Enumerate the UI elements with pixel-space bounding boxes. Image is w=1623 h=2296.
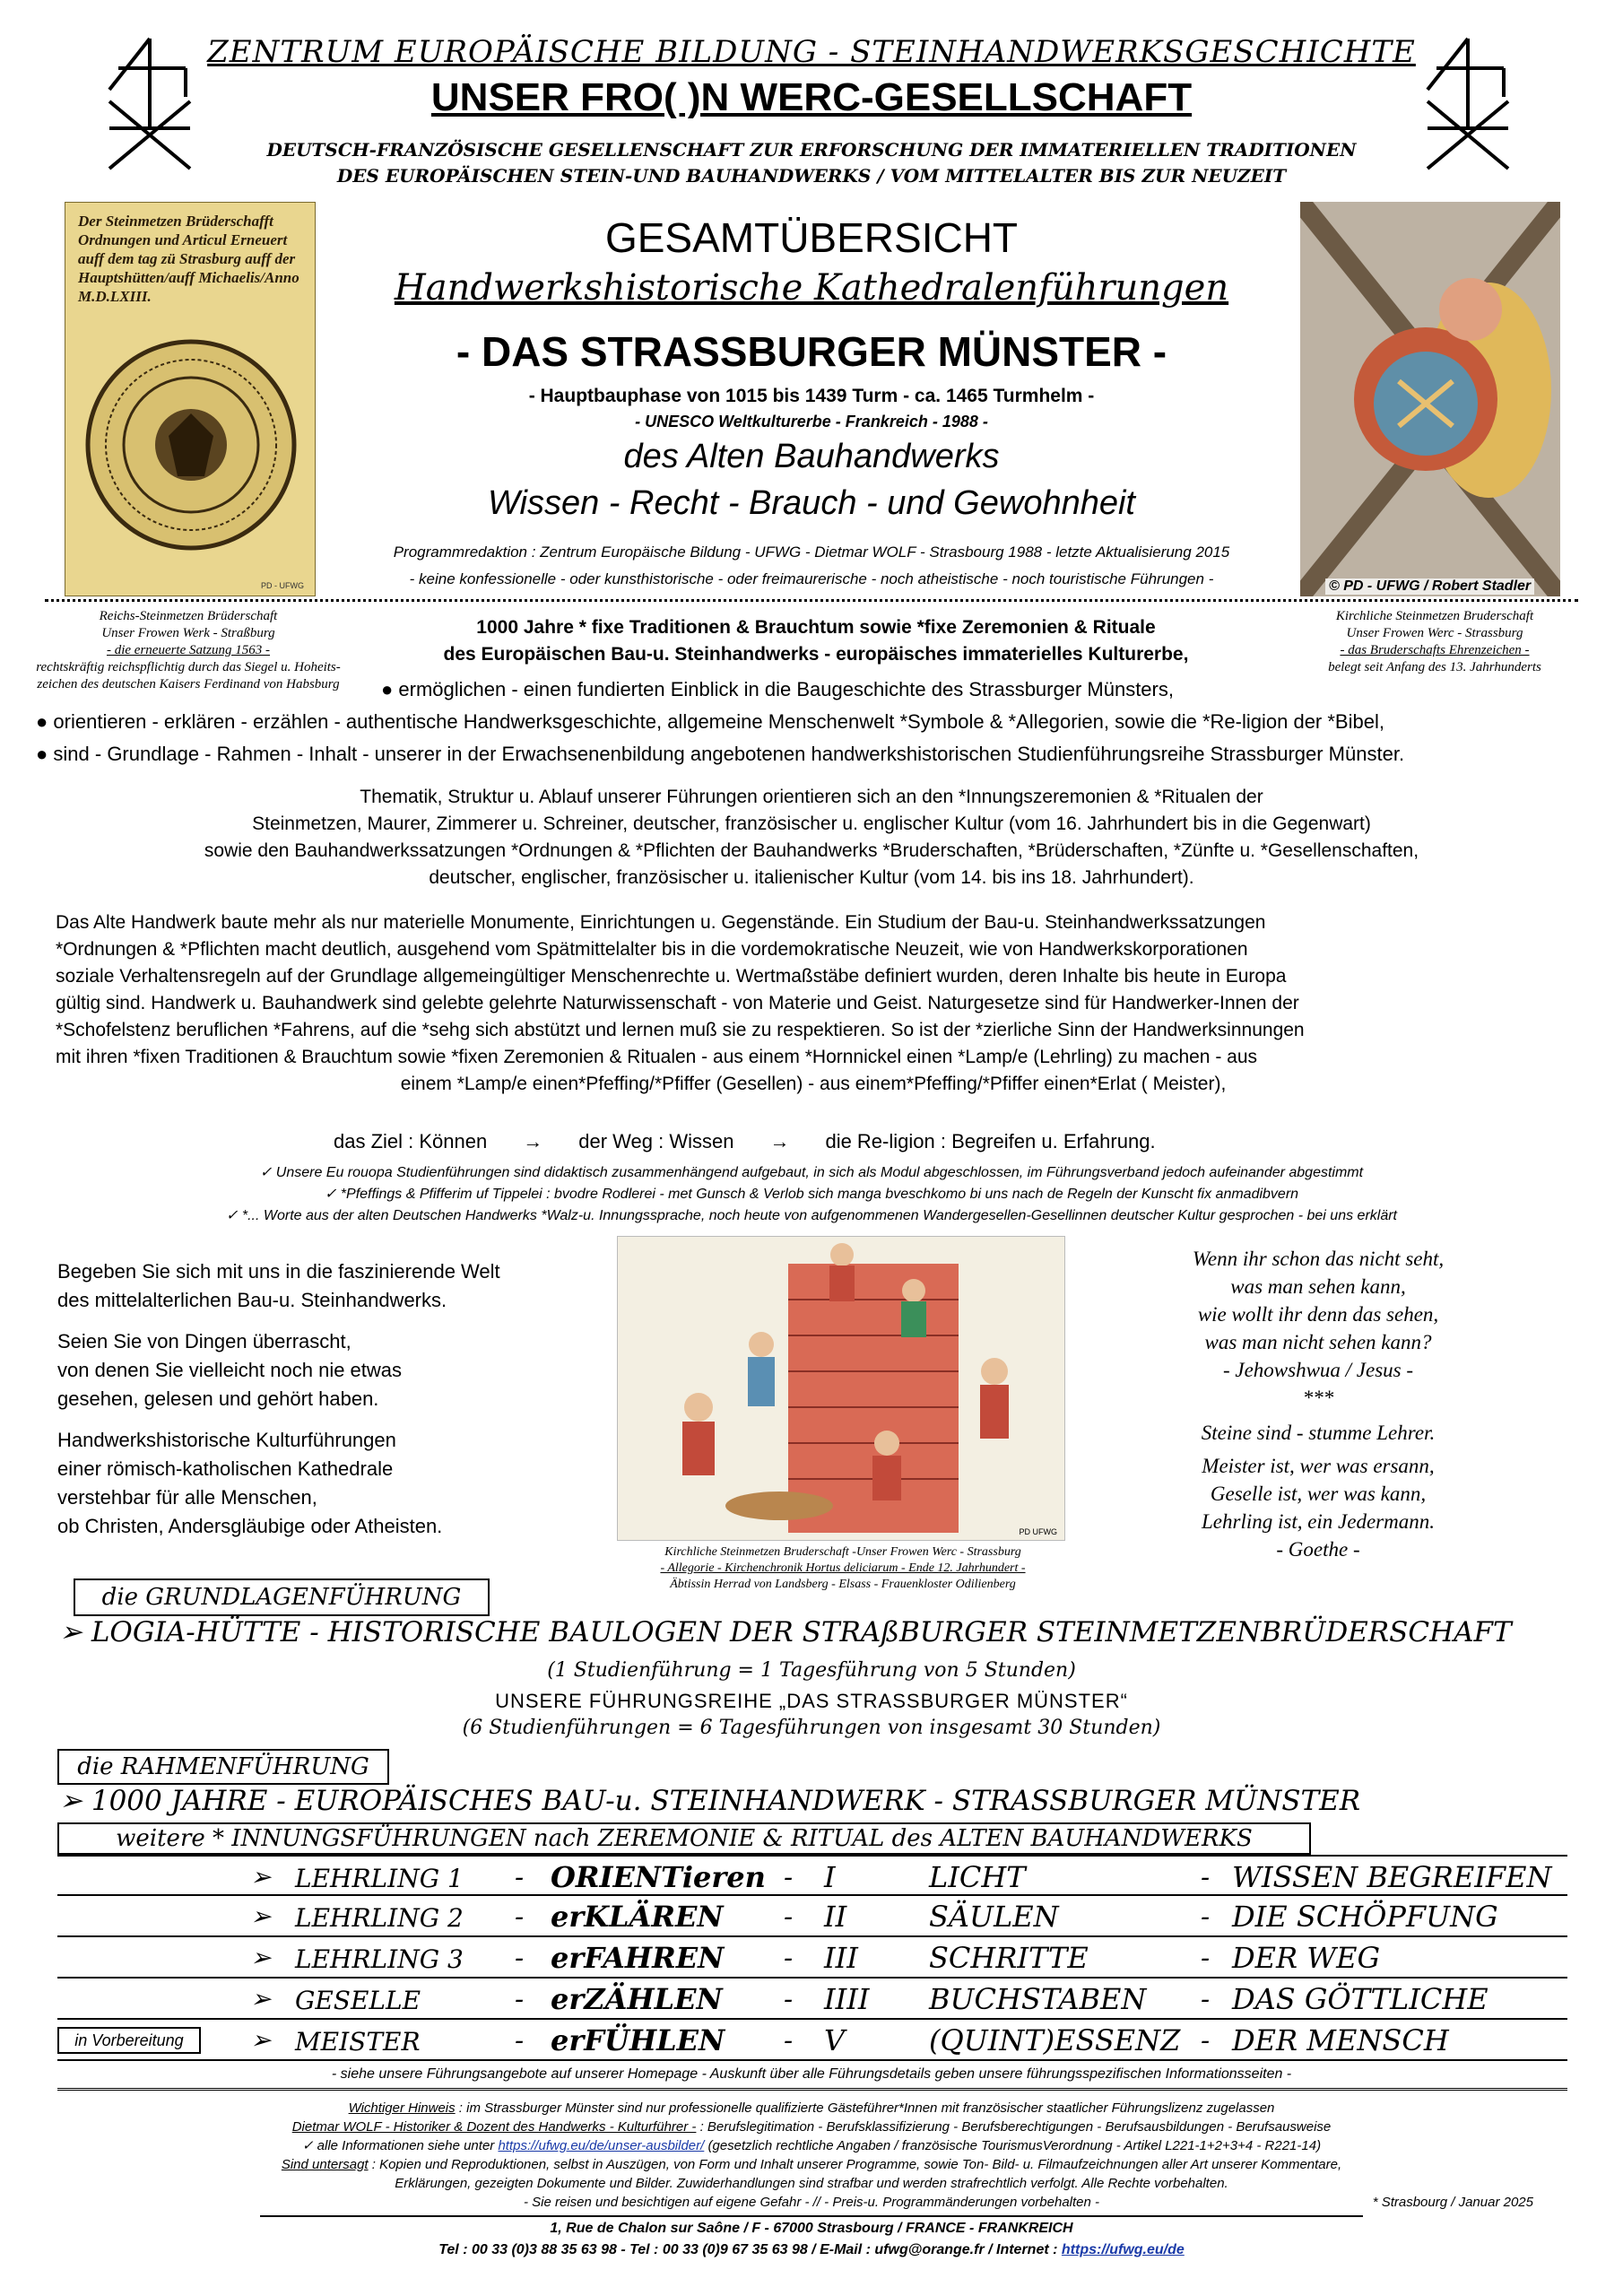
dash-cell: -: [784, 1901, 794, 1933]
numeral-cell: II: [824, 1900, 847, 1934]
grade-cell: LEHRLING 1: [295, 1864, 464, 1893]
footer-untersagt: Sind untersagt : Kopien und Reproduktionen, selbst in Auszügen, von Form und Inhalt unserer Programme, sowie Ton- Bild- u. Filmaufzeichnungen aller Art unserer Kommentare,: [281, 2157, 1342, 2172]
book-title-text: Der Steinmetzen Brüderschafft Ordnungen und Articul Erneuert auff dem tag zü Strasburg auff der Hauptshütten/auff Michaelis/Anno M.D.LXIII.: [78, 213, 299, 305]
table-row: [57, 1857, 1567, 1896]
bullet-dot-icon: ●: [36, 743, 54, 765]
bauhandwerk-line: des Alten Bauhandwerks: [623, 438, 1000, 475]
handwerk-line: mit ihren *fixen Traditionen & Brauchtum sowie *fixen Zeremonien & Ritualen - aus einem *Hornnickel einen *Lamp/e (Lehrling) zu machen - aus: [56, 1047, 1258, 1067]
quote-line: - Jehowshwua / Jesus -: [1222, 1359, 1414, 1381]
dash-cell: -: [1201, 1943, 1211, 1974]
bauphase-text: - Hauptbauphase von 1015 bis 1439 Turm - ca. 1465 Turmhelm -: [528, 386, 1095, 406]
center-caption-2: - Allegorie - Kirchenchronik Hortus deliciarum - Ende 12. Jahrhundert -: [660, 1561, 1026, 1575]
table-row: [57, 1896, 1567, 1937]
left-col-line: des mittelalterlichen Bau-u. Steinhandwerks.: [57, 1289, 447, 1311]
center-image-caption: [574, 1544, 1112, 1593]
fuehrungsreihe-sub: (6 Studienführungen = 6 Tagesführungen von insgesamt 30 Stunden): [462, 1717, 1161, 1739]
grade-cell: GESELLE: [295, 1986, 421, 2015]
header-line3: DEUTSCH-FRANZÖSISCHE GESELLENSCHAFT ZUR ERFORSCHUNG DER IMMATERIELLEN TRADITIONEN: [266, 139, 1357, 161]
right-caption-3: - das Bruderschafts Ehrenzeichen -: [1340, 643, 1530, 657]
quote-block: [1112, 1245, 1524, 1563]
left-col-line: Handwerkshistorische Kulturführungen: [57, 1429, 396, 1451]
thematik-paragraph: [36, 784, 1587, 891]
footer-dozent: Dietmar WOLF - Historiker & Dozent des Handwerks - Kulturführer - : Berufslegitimation - Berufsklassifizierung - Berufsberechtigungen - Berufsausbildungen - Berufsausweise: [291, 2119, 1332, 2135]
fuehrungen-table: [57, 1855, 1567, 2061]
cathedral-title: - DAS STRASSBURGER MÜNSTER -: [456, 328, 1167, 375]
fuehrungsreihe-title: UNSERE FÜHRUNGSREIHE „DAS STRASSBURGER MÜNSTER“: [495, 1690, 1128, 1712]
symbol-cell: BUCHSTABEN: [929, 1982, 1147, 2016]
left-col-line: einer römisch-katholischen Kathedrale: [57, 1457, 394, 1480]
table-row: [57, 1979, 1567, 2020]
symbol-cell: SCHRITTE: [929, 1941, 1089, 1975]
left-col-line: Begeben Sie sich mit uns in die faszinierende Welt: [57, 1260, 500, 1283]
dash-cell: -: [784, 2025, 794, 2057]
left-caption-4: rechtskräftig reichspflichtig durch das Siegel u. Hoheits-: [36, 660, 341, 674]
handwerk-line: *Schofelstenz beruflichen *Fahrens, auf die *sehg sich abstützt und lernen muß sie zu respektieren. So ist der *zierliche Sinn der Handwerksinnungen: [56, 1020, 1305, 1040]
center-image-credit: PD UFWG: [1019, 1527, 1057, 1536]
quote-line: wie wollt ihr denn das sehen,: [1197, 1303, 1439, 1326]
right-keystone-image: [1300, 202, 1560, 596]
triangle-bullet-icon: ➢: [250, 2025, 272, 2055]
divider: [45, 599, 1578, 602]
header-title: UNSER FRO( )N WERC-GESELLSCHAFT: [430, 75, 1193, 119]
table-row: [57, 1937, 1567, 1979]
meaning-cell: DIE SCHÖPFUNG: [1232, 1900, 1498, 1934]
wissen-line: Wissen - Recht - Brauch - und Gewohnheit: [488, 484, 1135, 522]
left-image-credit: PD - UFWG: [261, 581, 304, 590]
thematik-line: sowie den Bauhandwerkssatzungen *Ordnungen & *Pflichten der Bauhandwerks *Bruderschaften, *Brüderschaften, *Zünfte u. *Gesellenschaften,: [204, 840, 1419, 861]
intro-bullet-2: ● orientieren - erklären - erzählen - authentische Handwerksgeschichte, allgemeine Menschenwelt *Symbole & *Allegorien, sowie die *Re-ligion der *Bibel,: [36, 710, 1384, 733]
symbol-cell: (QUINT)ESSENZ: [929, 2023, 1181, 2057]
check-icon: ✓: [324, 1187, 341, 1202]
intro-line1: 1000 Jahre * fixe Traditionen & Brauchtum sowie *fixe Zeremonien & Rituale: [476, 617, 1156, 638]
ziel-religion: die Re-ligion : Begreifen u. Erfahrung.: [825, 1130, 1156, 1152]
quote-line: Steine sind - stumme Lehrer.: [1201, 1422, 1436, 1444]
left-image-caption: [36, 608, 341, 693]
right-image-caption: [1291, 608, 1578, 676]
dash-cell: -: [1201, 1984, 1211, 2015]
triangle-bullet-icon: ➢: [250, 1862, 272, 1892]
quote-line: ***: [1302, 1387, 1334, 1409]
dash-cell: -: [515, 2025, 525, 2057]
homepage-link[interactable]: https://ufwg.eu/de: [1061, 2242, 1185, 2257]
masons-illustration-icon: [618, 1237, 1066, 1542]
grundlage-sub: (1 Studienführung = 1 Tagesführung von 5 Stunden): [547, 1659, 1076, 1682]
header-line4: DES EUROPÄISCHEN STEIN-UND BAUHANDWERKS / VOM MITTELALTER BIS ZUR NEUZEIT: [336, 165, 1287, 187]
right-image-credit: © PD - UFWG / Robert Stadler: [1325, 578, 1534, 595]
triangle-bullet-icon: ➢: [250, 1901, 272, 1931]
dash-cell: -: [784, 1984, 794, 2015]
footer-info: ✓ alle Informationen siehe unter https://ufwg.eu/de/unser-ausbilder/ (gesetzlich rechtliche Angaben / französische TourismusVerordnung - Artikel L221-1+2+3+4 - R221-14): [301, 2138, 1322, 2153]
numeral-cell: I: [824, 1860, 836, 1894]
ziel-wissen: der Weg : Wissen: [578, 1130, 734, 1152]
thematik-line: Steinmetzen, Maurer, Zimmerer u. Schreiner, deutscher, französischer u. englischer Kultur (vom 16. Jahrhundert bis in die Gegenwart): [252, 813, 1371, 834]
verb-cell: erFÜHLEN: [551, 2023, 725, 2057]
meaning-cell: WISSEN BEGREIFEN: [1232, 1860, 1552, 1894]
footer-hinweis: Wichtiger Hinweis : im Strassburger Münster sind nur professionelle qualifizierte Gästeführer*Innen mit französischer staatlicher Führungslizenz zugelassen: [348, 2100, 1275, 2116]
footer-contact: Tel : 00 33 (0)3 88 35 63 98 - Tel : 00 33 (0)9 67 35 63 98 / E-Mail : ufwg@orange.fr / Internet : https://ufwg.eu/de: [438, 2242, 1185, 2257]
grade-cell: LEHRLING 2: [295, 1903, 464, 1933]
symbol-cell: SÄULEN: [929, 1900, 1059, 1934]
thematik-line: Thematik, Struktur u. Ablauf unserer Führungen orientieren sich an den *Innungszeremonien & *Ritualen der: [360, 787, 1263, 807]
left-col-line: verstehbar für alle Menschen,: [57, 1486, 317, 1509]
handwerk-line: einem *Lamp/e einen*Pfeffing/*Pfiffer (Gesellen) - aus einem*Pfeffing/*Pfiffer einen*Erlat ( Meister),: [400, 1074, 1227, 1094]
right-caption-1: Kirchliche Steinmetzen Bruderschaft: [1335, 609, 1534, 623]
verb-cell: erZÄHLEN: [551, 1982, 723, 2016]
verb-cell: ORIENTieren: [551, 1860, 766, 1894]
table-row: [57, 2020, 1567, 2061]
quote-line: - Goethe -: [1276, 1538, 1360, 1561]
meaning-cell: DER WEG: [1232, 1941, 1381, 1975]
header-line1: ZENTRUM EUROPÄISCHE BILDUNG - STEINHANDWERKSGESCHICHTE: [207, 34, 1416, 70]
left-col-line: ob Christen, Andersgläubige oder Atheisten.: [57, 1515, 443, 1537]
check-icon: ✓: [259, 1165, 276, 1180]
footer-address: 1, Rue de Chalon sur Saône / F - 67000 Strasbourg / FRANCE - FRANKREICH: [550, 2221, 1073, 2236]
bullet-dot-icon: ●: [36, 710, 54, 733]
dash-cell: -: [1201, 2025, 1211, 2057]
grundlage-label: die GRUNDLAGENFÜHRUNG: [74, 1578, 490, 1616]
arrow-right-icon: →: [769, 1130, 790, 1152]
triangle-bullet-icon: ➢: [250, 1943, 272, 1972]
dash-cell: -: [1201, 1901, 1211, 1933]
rahmen-title: ➢ 1000 JAHRE - EUROPÄISCHES BAU-u. STEINHANDWERK - STRASSBURGER MÜNSTER: [59, 1785, 1361, 1817]
seal-icon: [83, 328, 299, 561]
left-caption-5: zeichen des deutschen Kaisers Ferdinand von Habsburg: [37, 677, 340, 691]
dash-cell: -: [1201, 1862, 1211, 1893]
intro-bullet-1: ● ermöglichen - einen fundierten Einblick in die Baugeschichte des Strassburger Münsters,: [381, 678, 1174, 700]
weitere-label: weitere * INNUNGSFÜHRUNGEN nach ZEREMONIE & RITUAL des ALTEN BAUHANDWERKS: [57, 1822, 1311, 1855]
handwerk-line: gültig sind. Handwerk u. Bauhandwerk sind gelebte gelehrte Naturwissenschaft - von Materie und Geist. Naturgesetze sind für Handwerker-Innen der: [56, 993, 1299, 1013]
homepage-note: - siehe unsere Führungsangebote auf unserer Homepage - Auskunft über alle Führungsdetails geben unsere führungsspezifischen Informationsseiten -: [331, 2066, 1292, 2082]
verb-cell: erFAHREN: [551, 1941, 725, 1975]
footer-rechte: Erklärungen, gezeigten Dokumente und Bilder. Zuwiderhandlungen sind strafbar und werden strafrechtlich verfolgt. Alle Rechte vorbehalten.: [395, 2176, 1228, 2191]
center-caption-1: Kirchliche Steinmetzen Bruderschaft -Unser Frowen Werc - Strassburg: [664, 1545, 1021, 1559]
ziel-line: [334, 1130, 1156, 1153]
grundlage-title: ➢ LOGIA-HÜTTE - HISTORISCHE BAULOGEN DER STRAßBURGER STEINMETZENBRÜDERSCHAFT: [59, 1616, 1512, 1648]
steinmetz-mark-icon-left: [100, 34, 199, 178]
left-col-line: von denen Sie vielleicht noch nie etwas: [57, 1359, 403, 1381]
intro-bullet-3: ● sind - Grundlage - Rahmen - Inhalt - unserer in der Erwachsenenbildung angebotenen handwerkshistorischen Studienführungsreihe Strassburger Münster.: [36, 743, 1405, 765]
left-caption-2: Unser Frowen Werk - Straßburg: [101, 626, 275, 640]
left-col-line: gesehen, gelesen und gehört haben.: [57, 1387, 379, 1410]
quote-line: Geselle ist, wer was kann,: [1210, 1483, 1427, 1505]
quote-line: Lehrling ist, ein Jedermann.: [1202, 1510, 1435, 1533]
quote-line: Wenn ihr schon das nicht seht,: [1192, 1248, 1445, 1270]
footer-date: * Strasbourg / Januar 2025: [1372, 2195, 1533, 2210]
center-caption-3: Äbtissin Herrad von Landsberg - Elsass - Frauenkloster Odilienberg: [670, 1578, 1016, 1591]
steinmetz-mark-icon-right: [1419, 34, 1517, 178]
meaning-cell: DAS GÖTTLICHE: [1232, 1982, 1488, 2016]
meaning-cell: DER MENSCH: [1232, 2023, 1449, 2057]
symbol-cell: LICHT: [929, 1860, 1026, 1894]
triangle-bullet-icon: ➢: [59, 1616, 91, 1648]
page-title: GESAMTÜBERSICHT: [604, 214, 1019, 261]
dash-cell: -: [515, 1901, 525, 1933]
check-icon: ✓: [301, 2138, 317, 2153]
numeral-cell: V: [824, 2023, 846, 2057]
page-subtitle: Handwerkshistorische Kathedralenführungen: [394, 267, 1229, 309]
triangle-bullet-icon: ➢: [59, 1785, 91, 1817]
left-caption-3: - die erneuerte Satzung 1563 -: [106, 643, 271, 657]
dash-cell: -: [784, 1943, 794, 1974]
numeral-cell: IIII: [824, 1982, 870, 2016]
dash-cell: -: [515, 1984, 525, 2015]
right-caption-2: Unser Frowen Werc - Strassburg: [1346, 626, 1523, 640]
bullet-dot-icon: ●: [381, 678, 399, 700]
check-icon: ✓: [226, 1208, 242, 1223]
left-book-image: [65, 202, 316, 596]
footer-gefahr-row: [36, 2193, 1587, 2212]
footer: [36, 2099, 1587, 2212]
rahmen-label: die RAHMENFÜHRUNG: [57, 1749, 389, 1785]
left-column-text: [57, 1257, 577, 1541]
check-item: ✓ Unsere Eu rouopa Studienführungen sind didaktisch zusammenhängend aufgebaut, in sich als Modul abgeschlossen, im Führungsverband jedoch aufeinander abgestimmt: [259, 1165, 1364, 1180]
triangle-bullet-icon: ➢: [250, 1984, 272, 2013]
numeral-cell: III: [824, 1941, 858, 1975]
disclaimer-line: - keine konfessionelle - oder kunsthistorische - oder freimaurerische - noch atheistische - noch touristische Führungen -: [409, 570, 1214, 587]
left-col-line: Seien Sie von Dingen überrascht,: [57, 1330, 352, 1352]
dash-cell: -: [784, 1862, 794, 1893]
intro-line2: des Europäischen Bau-u. Steinhandwerks - europäisches immaterielles Kulturerbe,: [443, 644, 1189, 665]
checklist: [36, 1162, 1587, 1227]
editor-line: Programmredaktion : Zentrum Europäische Bildung - UFWG - Dietmar WOLF - Strasbourg 1988 - letzte Aktualisierung 2015: [393, 544, 1230, 561]
dash-cell: -: [515, 1862, 525, 1893]
ausbilder-link[interactable]: https://ufwg.eu/de/unser-ausbilder/: [498, 2138, 705, 2153]
grade-cell: LEHRLING 3: [295, 1944, 464, 1974]
hortus-deliciarum-image: [617, 1236, 1065, 1541]
quote-line: was man sehen kann,: [1230, 1275, 1406, 1298]
thematik-line: deutscher, englischer, französischer u. italienischer Kultur (vom 14. bis ins 18. Jahrhundert).: [429, 867, 1194, 888]
ziel-koennen: das Ziel : Können: [334, 1130, 488, 1152]
grade-cell: MEISTER: [295, 2027, 421, 2057]
quote-line: Meister ist, wer was ersann,: [1202, 1455, 1435, 1477]
unesco-text: - UNESCO Weltkulturerbe - Frankreich - 1988 -: [635, 413, 988, 430]
left-caption-1: Reichs-Steinmetzen Brüderschaft: [99, 609, 278, 623]
address-divider: [260, 2215, 1363, 2217]
handwerk-line: *Ordnungen & *Pflichten macht deutlich, ausgehend vom Spätmittelalter bis in die vordemokratische Neuzeit, wie von Handwerkskorporationen: [56, 939, 1248, 960]
footer-divider: [57, 2088, 1567, 2091]
footer-gefahr: - Sie reisen und besichtigen auf eigene Gefahr - // - Preis-u. Programmänderungen vorbehalten -: [523, 2195, 1100, 2210]
arrow-right-icon: →: [523, 1130, 543, 1152]
check-item: ✓ *Pfeffings & Pfifferim uf Tippelei : bvodre Rodlerei - met Gunsch & Verlob sich manga bveschkomo bi uns nach de Regeln der Kunscht fix anmadibvern: [324, 1187, 1299, 1202]
check-item: ✓ *... Worte aus der alten Deutschen Handwerks *Walz-u. Innungssprache, noch heute von aufgenommenen Wandergesellen-Gesellinnen deutscher Kultur gesprochen - bei uns erklärt: [226, 1208, 1397, 1223]
handwerk-line: Das Alte Handwerk baute mehr als nur materielle Monumente, Einrichtungen u. Gegenstände. Ein Studium der Bau-u. Steinhandwerkssatzungen: [56, 912, 1266, 933]
vorbereitung-badge: in Vorbereitung: [57, 2027, 201, 2054]
quote-line: was man nicht sehen kann?: [1204, 1331, 1432, 1353]
keystone-angel-icon: [1300, 202, 1560, 596]
verb-cell: erKLÄREN: [551, 1900, 724, 1934]
dash-cell: -: [515, 1943, 525, 1974]
handwerk-line: soziale Verhaltensregeln auf der Grundlage allgemeingültiger Menschenrechte u. Wertmaßstäbe definiert wurden, deren Inhalte bis heute in Europa: [56, 966, 1287, 987]
handwerk-paragraph: [56, 909, 1571, 1098]
right-caption-4: belegt seit Anfang des 13. Jahrhunderts: [1328, 660, 1541, 674]
